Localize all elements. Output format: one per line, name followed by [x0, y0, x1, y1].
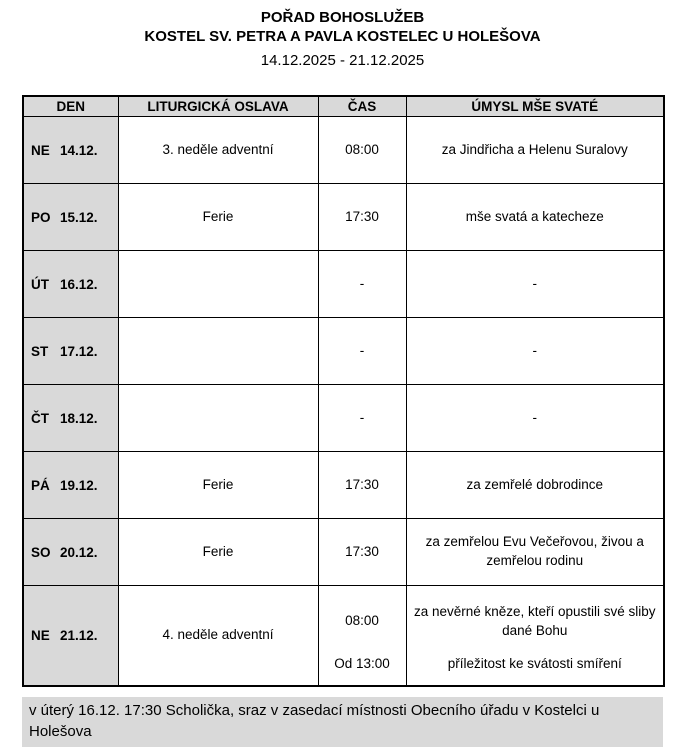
celebration-cell: Ferie — [118, 519, 318, 586]
intention-cell: za zemřelé dobrodince — [406, 452, 664, 519]
intention-entry: příležitost ke svátosti smíření — [447, 656, 622, 672]
day-abbr: SO — [31, 544, 51, 560]
footer-note: v úterý 16.12. 17:30 Scholička, sraz v zasedací místnosti Obecního úřadu v Kostelci u Holešova — [22, 697, 663, 747]
intention-cell: - — [406, 251, 664, 318]
time-cell: 17:30 — [318, 452, 406, 519]
time-cell — [318, 586, 406, 686]
page-title: POŘAD BOHOSLUŽEB — [260, 9, 425, 26]
time-cell: 08:00 — [318, 117, 406, 184]
table-row — [23, 519, 664, 586]
table-row — [23, 184, 664, 251]
day-date: 16.12. — [60, 276, 98, 292]
intention-cell: mše svatá a katecheze — [406, 184, 664, 251]
intention-cell: - — [406, 318, 664, 385]
day-date: 18.12. — [60, 410, 98, 426]
time-entry: Od 13:00 — [334, 656, 390, 672]
col-header-liturgicka-oslava: LITURGICKÁ OSLAVA — [118, 96, 318, 117]
intention-cell: za zemřelou Evu Večeřovou, živou a zemřelou rodinu — [406, 519, 664, 586]
day-abbr: ČT — [31, 410, 49, 426]
intention-entry: za nevěrné kněze, kteří opustili své sliby dané Bohu — [413, 603, 656, 639]
day-cell — [23, 452, 118, 519]
time-cell: - — [318, 251, 406, 318]
intention-cell — [406, 586, 664, 686]
col-header-umysl: ÚMYSL MŠE SVATÉ — [406, 96, 664, 117]
document-header — [22, 9, 663, 69]
day-date: 19.12. — [60, 477, 98, 493]
celebration-cell — [118, 385, 318, 452]
time-cell: 17:30 — [318, 519, 406, 586]
day-cell — [23, 519, 118, 586]
celebration-cell: 4. neděle adventní — [118, 586, 318, 686]
day-abbr: ST — [31, 343, 49, 359]
day-cell — [23, 586, 118, 686]
table-row — [23, 586, 664, 686]
day-date: 17.12. — [60, 343, 98, 359]
celebration-cell — [118, 318, 318, 385]
day-abbr: PO — [31, 209, 51, 225]
day-abbr: ÚT — [31, 276, 49, 292]
day-abbr: NE — [31, 627, 50, 643]
col-header-cas: ČAS — [318, 96, 406, 117]
table-header-row — [23, 96, 664, 117]
table-row — [23, 452, 664, 519]
time-cell: - — [318, 385, 406, 452]
schedule-table — [22, 95, 665, 687]
table-row — [23, 117, 664, 184]
day-cell — [23, 318, 118, 385]
celebration-cell: Ferie — [118, 452, 318, 519]
table-row — [23, 318, 664, 385]
date-range: 14.12.2025 - 21.12.2025 — [260, 51, 425, 69]
day-abbr: PÁ — [31, 477, 50, 493]
celebration-cell: Ferie — [118, 184, 318, 251]
day-abbr: NE — [31, 142, 50, 158]
day-date: 20.12. — [60, 544, 98, 560]
page-subtitle: KOSTEL SV. PETRA A PAVLA KOSTELEC U HOLEŠOVA — [144, 27, 541, 45]
table-row — [23, 251, 664, 318]
col-header-den: DEN — [23, 96, 118, 117]
time-entry: 08:00 — [345, 613, 379, 629]
day-date: 15.12. — [60, 209, 98, 225]
day-cell — [23, 385, 118, 452]
day-cell — [23, 117, 118, 184]
day-date: 21.12. — [60, 627, 98, 643]
time-cell: 17:30 — [318, 184, 406, 251]
celebration-cell — [118, 251, 318, 318]
day-date: 14.12. — [60, 142, 98, 158]
intention-cell: - — [406, 385, 664, 452]
time-cell: - — [318, 318, 406, 385]
celebration-cell: 3. neděle adventní — [118, 117, 318, 184]
day-cell — [23, 251, 118, 318]
table-row — [23, 385, 664, 452]
intention-cell: za Jindřicha a Helenu Suralovy — [406, 117, 664, 184]
day-cell — [23, 184, 118, 251]
